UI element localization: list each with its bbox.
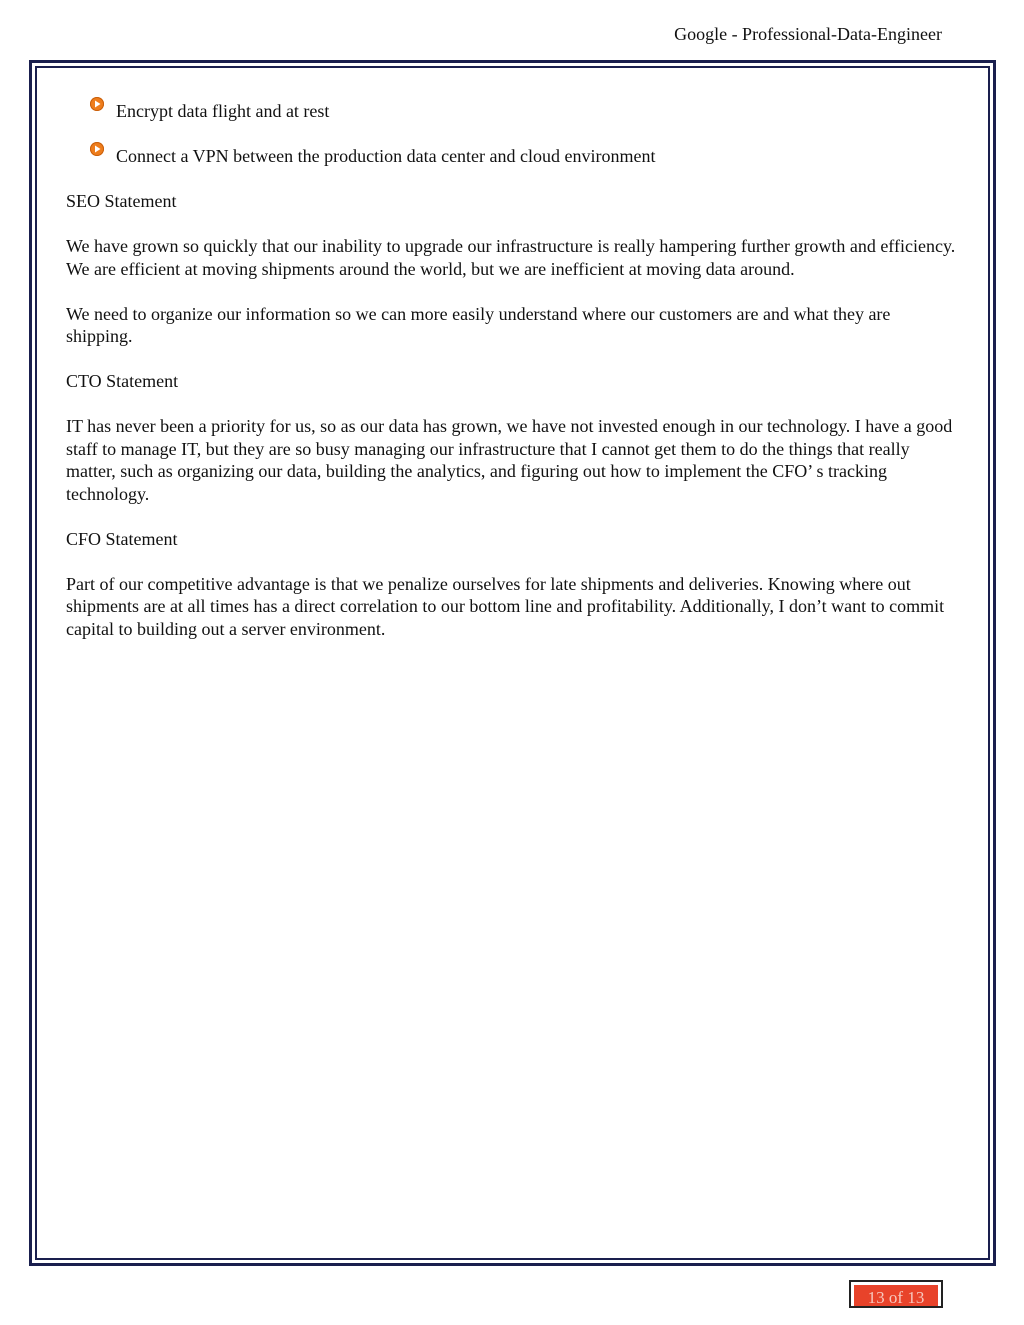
- orange-circle-arrow-icon: [90, 142, 104, 156]
- document-body: [66, 100, 958, 663]
- cfo-statement-heading: CFO Statement: [66, 528, 178, 549]
- orange-circle-arrow-icon: [90, 97, 104, 111]
- seo-statement-heading: SEO Statement: [66, 191, 177, 211]
- seo-statement-paragraph-1: We have grown so quickly that our inability to upgrade our infrastructure is really hampering further growth and efficiency. We are efficient at moving shipments around the world, but we are inefficient at moving data around.: [66, 236, 956, 279]
- cto-statement-paragraph: IT has never been a priority for us, so as our data has grown, we have not invested enough in our technology. I have a good staff to manage IT, but they are so busy managing our infrastructure that I cannot get them to do the things that really matter, such as organizing our data, building the analytics, and figuring out how to implement the CFO’ s tracking technology.: [66, 416, 953, 504]
- cto-statement-heading: CTO Statement: [66, 371, 179, 391]
- bullet-item-encrypt: [66, 100, 958, 123]
- bullet-item-vpn: [66, 145, 958, 168]
- page-header-title: Google - Professional-Data-Engineer: [674, 24, 942, 44]
- seo-statement-paragraph-2: We need to organize our information so we can more easily understand where our customers are and what they are shipping.: [66, 303, 891, 346]
- page-number-badge: [849, 1280, 943, 1308]
- bullet-text: Connect a VPN between the production data center and cloud environment: [116, 146, 656, 166]
- cfo-statement-paragraph: Part of our competitive advantage is that we penalize ourselves for late shipments and deliveries. Knowing where out shipments are at all times has a direct correlation to our bottom line and profitability. Additionally, I don’t want to commit capital to building out a server environment.: [66, 573, 945, 639]
- page-number-text: 13 of 13: [854, 1285, 938, 1306]
- bullet-text: Encrypt data flight and at rest: [116, 101, 330, 121]
